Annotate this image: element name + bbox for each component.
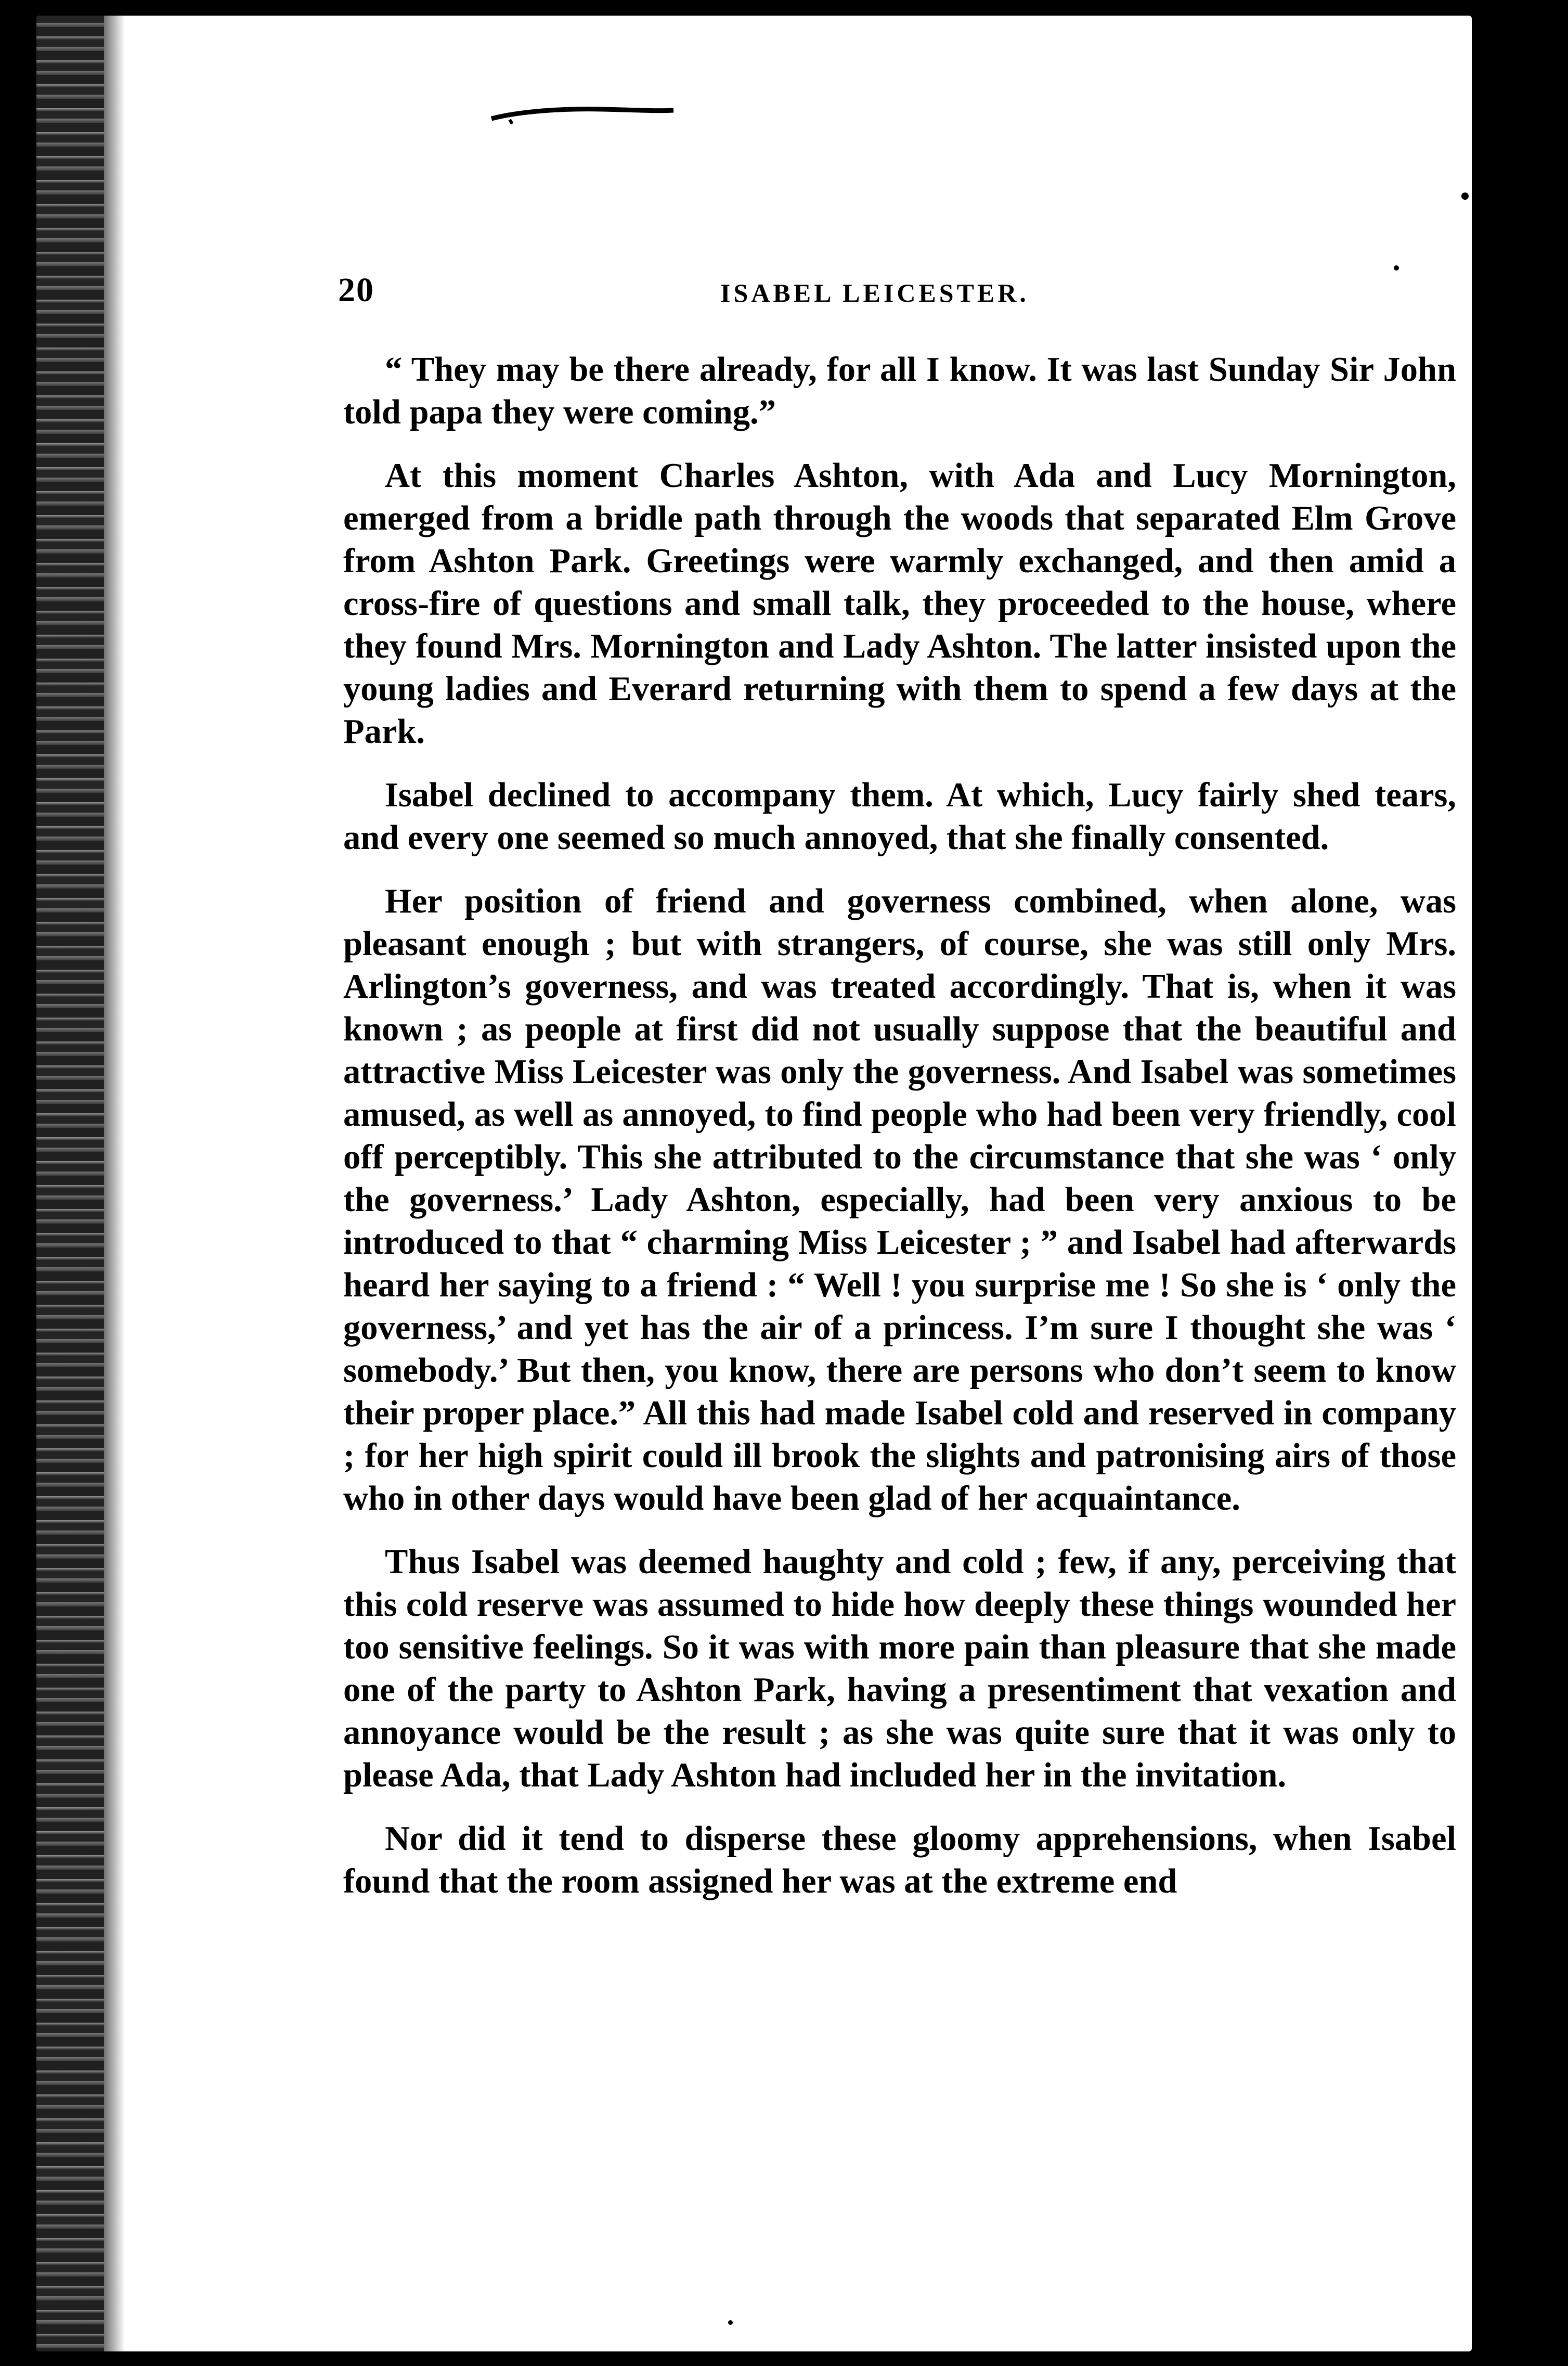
gutter-shadow — [104, 16, 125, 2351]
paragraph: “ They may be there already, for all I know. It was last Sunday Sir John told papa they were coming.” — [343, 351, 1456, 431]
scan-speck — [1461, 192, 1469, 200]
binding-gutter — [36, 16, 104, 2351]
paragraph: Thus Isabel was deemed haughty and cold ; few, if any, perceiving that this cold reserve was assumed to hide how deeply these things wounded her too sensitive feelings. So it was with more pain than pleasure that she made one of the party to Ashton Park, having a presentiment that vexation and annoyance would be the result ; as she was quite sure that it was only to please Ada, that Lady Ashton had included her in the invitation. — [343, 1543, 1456, 1794]
book-page — [36, 16, 1472, 2351]
paragraph: Nor did it tend to disperse these gloomy apprehensions, when Isabel found that the room assigned her was at the extreme end — [343, 1820, 1456, 1900]
scan-speck — [728, 2320, 733, 2325]
scan-speck — [1394, 265, 1399, 271]
paragraph: At this moment Charles Ashton, with Ada and Lucy Mornington, emerged from a bridle path through the woods that separated Elm Grove from Ashton Park. Greetings were warmly exchanged, and then amid a cross-fire of questions and small talk, they proceeded to the house, where they found Mrs. Mornington and Lady Ashton. The latter insisted upon the young ladies and Everard returning with them to spend a few days at the Park. — [343, 457, 1456, 751]
running-title: ISABEL LEICESTER. — [720, 278, 1029, 307]
body-text — [343, 349, 1456, 1924]
scan-edge-shadow — [1519, 112, 1568, 2366]
running-head — [338, 271, 1378, 312]
paragraph: Her position of friend and governess combined, when alone, was pleasant enough ; but with strangers, of course, she was still only Mrs. Arlington’s governess, and was treated accordingly. That is, when it was known ; as people at first did not usually suppose that the beautiful and attractive Miss Leicester was only the governess. And Isabel was sometimes amused, as well as annoyed, to find people who had been very friendly, cool off perceptibly. This she attributed to the circumstance that she was ‘ only the governess.’ Lady Ashton, especially, had been very anxious to be introduced to that “ charming Miss Leicester ; ” and Isabel had afterwards heard her saying to a friend : “ Well ! you surprise me ! So she is ‘ only the governess,’ and yet has the air of a princess. I’m sure I thought she was ‘ somebody.’ But then, you know, there are persons who don’t seem to know their proper place.” All this had made Isabel cold and reserved in company ; for her high spirit could ill brook the slights and patronising airs of those who in other days would have been glad of her acquaintance. — [343, 882, 1456, 1518]
page-number: 20 — [338, 271, 374, 309]
paragraph: Isabel declined to accompany them. At which, Lucy fairly shed tears, and every one seemed so much annoyed, that she finally consented. — [343, 776, 1456, 857]
printer-flourish-mark — [489, 104, 676, 125]
